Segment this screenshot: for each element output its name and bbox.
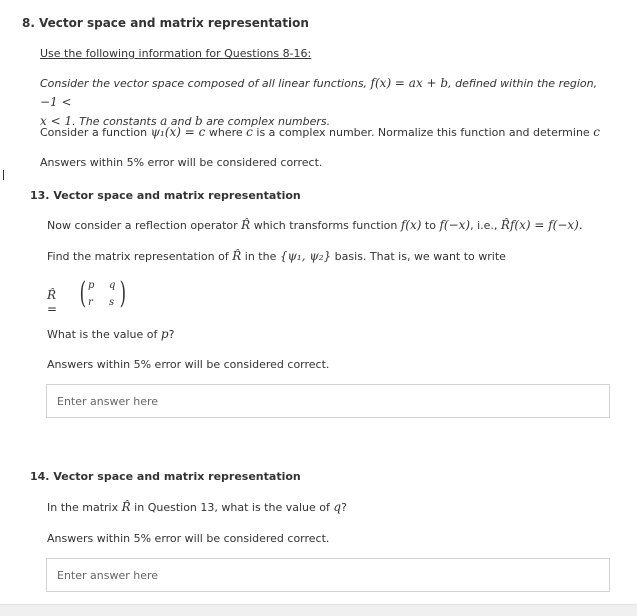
c-math: c (246, 125, 253, 139)
question-14-title: 14. Vector space and matrix representation (30, 470, 301, 483)
f-minus-x-math: f(−x) (439, 218, 471, 232)
question-8-number: 8. (22, 16, 35, 30)
q13-question-text: ? (168, 328, 175, 341)
reflection-equation-math: R̂f(x) = f(−x). (500, 218, 583, 232)
r-hat-math: R̂ (232, 249, 242, 263)
r-hat-math: R̂ (241, 218, 251, 232)
matrix-cell-r: r (88, 297, 93, 308)
q13-answers-note: Answers within 5% error will be considered correct. (47, 358, 330, 371)
constant-b-math: b (194, 114, 203, 128)
q14-question (47, 498, 347, 517)
function-text: is a complex number. Normalize this function and determine (252, 126, 594, 139)
constant-a-math: a (160, 114, 168, 128)
q8-answers-note: Answers within 5% error will be considered correct. (40, 156, 323, 169)
fx-math: f(x) (400, 218, 422, 232)
region-upper-math: x < 1 (40, 114, 73, 128)
q13-text: in the (241, 250, 280, 263)
q13-text: which transforms function (250, 219, 401, 232)
q13-text: Now consider a reflection operator (47, 219, 242, 232)
q14-question-text: In the matrix (47, 501, 122, 514)
description-text: , defined within the region, (448, 77, 598, 90)
matrix-cell-s: s (109, 297, 115, 308)
q13-question (47, 325, 174, 344)
q14-question-text: in Question 13, what is the value of (130, 501, 334, 514)
r-hat-math: R̂ (121, 500, 131, 514)
q13-question-text: What is the value of (47, 328, 161, 341)
q13-text: , i.e., (470, 219, 501, 232)
use-info-heading: Use the following information for Questions 8-16: (40, 47, 312, 60)
matrix-cell-p: p (88, 280, 95, 291)
region-lower-math: −1 < (40, 95, 72, 109)
function-description (40, 123, 600, 142)
q14-question-text: ? (341, 501, 347, 514)
matrix-representation-description (47, 247, 506, 266)
matrix-cell-q: q (109, 280, 116, 291)
right-paren: ) (119, 276, 127, 311)
q13-answer-input[interactable] (46, 384, 610, 418)
description-text: . The constants (72, 115, 161, 128)
linear-function-math: f(x) = ax + b (370, 76, 449, 90)
description-text: and (167, 115, 195, 128)
psi1-math: ψ₁(x) = c (150, 125, 206, 139)
question-8-title (22, 16, 309, 30)
reflection-operator-description (47, 216, 583, 235)
q14-answer-input[interactable] (46, 558, 610, 592)
function-text: Consider a function (40, 126, 151, 139)
q13-text: basis. That is, we want to write (331, 250, 506, 263)
text-cursor (3, 170, 4, 180)
question-8-title-text: Vector space and matrix representation (39, 16, 309, 30)
left-paren: ( (79, 276, 87, 311)
function-text: where (205, 126, 247, 139)
q13-text: to (421, 219, 440, 232)
description-text: are complex numbers. (202, 115, 331, 128)
footer-bar (0, 604, 637, 616)
matrix-lhs: R̂ = (47, 288, 58, 316)
c-math: c (593, 125, 600, 139)
q13-text: Find the matrix representation of (47, 250, 233, 263)
p-math: p (160, 327, 169, 341)
description-text: Consider the vector space composed of all linear functions, (40, 77, 371, 90)
q-math: q (333, 500, 342, 514)
basis-math: {ψ₁, ψ₂} (279, 249, 332, 263)
question-13-title: 13. Vector space and matrix representation (30, 189, 301, 202)
q14-answers-note: Answers within 5% error will be considered correct. (47, 532, 330, 545)
